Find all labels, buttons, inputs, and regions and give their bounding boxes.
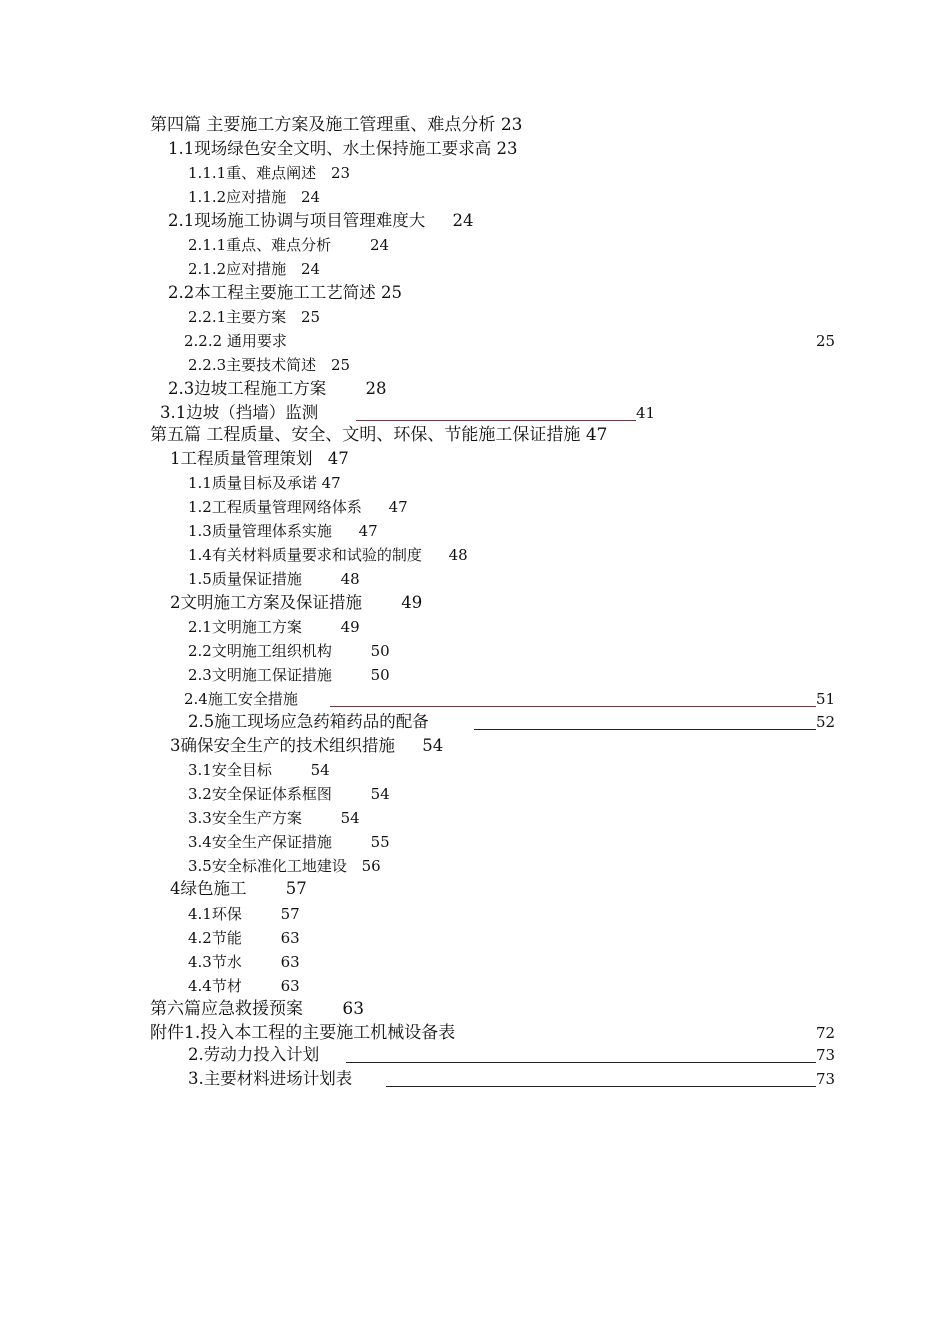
toc-entry bbox=[188, 306, 320, 328]
toc-page: 54 bbox=[310, 761, 330, 779]
toc-title: 2.2本工程主要施工工艺简述 bbox=[168, 283, 376, 302]
toc-page: 50 bbox=[370, 642, 390, 660]
toc-page: 47 bbox=[585, 425, 608, 445]
toc-page: 41 bbox=[636, 404, 656, 422]
toc-entry bbox=[150, 424, 607, 446]
toc-title: 第五篇 工程质量、安全、文明、环保、节能施工保证措施 bbox=[150, 425, 581, 445]
toc-page: 57 bbox=[280, 905, 300, 923]
toc-title: 3.主要材料进场计划表 bbox=[188, 1069, 353, 1088]
toc-page: 48 bbox=[448, 546, 468, 564]
toc-page: 25 bbox=[300, 308, 321, 326]
toc-title: 2.1文明施工方案 bbox=[188, 618, 302, 636]
toc-title: 3.2安全保证体系框图 bbox=[188, 785, 332, 803]
toc-title: 2.3文明施工保证措施 bbox=[188, 666, 332, 684]
toc-page: 52 bbox=[816, 713, 836, 731]
toc-page: 73 bbox=[816, 1046, 836, 1064]
toc-entry bbox=[168, 138, 518, 160]
toc-entry bbox=[150, 1022, 455, 1044]
toc-page: 23 bbox=[496, 139, 518, 158]
toc-entry bbox=[160, 402, 318, 424]
toc-title: 4.4节材 bbox=[188, 977, 242, 995]
toc-title: 4.1环保 bbox=[188, 905, 242, 923]
toc-entry bbox=[170, 448, 349, 470]
toc-title: 2.4施工安全措施 bbox=[184, 690, 298, 708]
toc-title: 1.2工程质量管理网络体系 bbox=[188, 498, 362, 516]
toc-page: 23 bbox=[330, 164, 351, 182]
toc-page: 25 bbox=[381, 283, 402, 302]
toc-entry bbox=[188, 783, 390, 805]
toc-entry bbox=[188, 1044, 319, 1066]
toc-title: 2.1.1重点、难点分析 bbox=[188, 236, 332, 254]
toc-page: 47 bbox=[327, 449, 349, 468]
toc-page: 57 bbox=[285, 879, 307, 898]
toc-title: 第六篇应急救援预案 bbox=[150, 999, 303, 1019]
toc-entry bbox=[188, 807, 360, 829]
toc-page: 51 bbox=[816, 690, 836, 708]
toc-title: 4绿色施工 bbox=[170, 879, 247, 898]
toc-page: 49 bbox=[340, 618, 360, 636]
toc-title: 1.3质量管理体系实施 bbox=[188, 522, 332, 540]
toc-entry bbox=[188, 496, 408, 518]
toc-page: 73 bbox=[816, 1070, 836, 1088]
toc-page: 54 bbox=[370, 785, 390, 803]
toc-page: 63 bbox=[280, 977, 300, 995]
toc-page: 63 bbox=[280, 929, 300, 947]
toc-entry bbox=[188, 711, 429, 733]
toc-title: 2.1现场施工协调与项目管理难度大 bbox=[168, 211, 426, 230]
toc-entry bbox=[188, 831, 390, 853]
toc-entry bbox=[188, 903, 300, 925]
toc-title: 4.3节水 bbox=[188, 953, 242, 971]
toc-entry bbox=[188, 520, 378, 542]
toc-page: 24 bbox=[300, 188, 321, 206]
toc-entry bbox=[188, 759, 330, 781]
toc-page: 24 bbox=[369, 236, 390, 254]
toc-title: 2.5施工现场应急药箱药品的配备 bbox=[188, 712, 429, 731]
toc-page: 24 bbox=[300, 260, 321, 278]
toc-title: 2.3边坡工程施工方案 bbox=[168, 379, 327, 398]
toc-entry bbox=[168, 282, 402, 304]
toc-entry bbox=[188, 162, 350, 184]
toc-page: 72 bbox=[816, 1024, 836, 1042]
toc-entry bbox=[188, 234, 389, 256]
toc-page: 23 bbox=[500, 115, 523, 135]
toc-title: 2.2文明施工组织机构 bbox=[188, 642, 332, 660]
toc-entry bbox=[168, 210, 474, 232]
toc-entry bbox=[150, 114, 522, 136]
toc-entry bbox=[150, 998, 364, 1020]
toc-entry bbox=[188, 975, 300, 997]
toc-page: 55 bbox=[370, 833, 390, 851]
toc-page: 63 bbox=[280, 953, 300, 971]
toc-page: 47 bbox=[358, 522, 378, 540]
toc-page: 25 bbox=[330, 356, 351, 374]
toc-page: 49 bbox=[401, 593, 423, 612]
toc-page: 47 bbox=[321, 474, 341, 492]
toc-leader-line bbox=[330, 706, 816, 707]
toc-page: 47 bbox=[388, 498, 408, 516]
toc-entry bbox=[168, 378, 387, 400]
toc-title: 附件1.投入本工程的主要施工机械设备表 bbox=[150, 1023, 456, 1043]
toc-title: 1工程质量管理策划 bbox=[170, 449, 313, 468]
toc-page: 28 bbox=[365, 379, 387, 398]
toc-leader-line bbox=[356, 420, 636, 421]
toc-title: 1.4有关材料质量要求和试验的制度 bbox=[188, 546, 422, 564]
toc-title: 2.2.2 通用要求 bbox=[184, 332, 287, 350]
toc-page: 48 bbox=[340, 570, 360, 588]
toc-entry bbox=[184, 330, 287, 352]
toc-page: 50 bbox=[370, 666, 390, 684]
toc-entry bbox=[188, 354, 350, 376]
toc-page: 54 bbox=[340, 809, 360, 827]
toc-entry bbox=[188, 1068, 352, 1090]
toc-entry bbox=[188, 664, 390, 686]
toc-title: 1.1质量目标及承诺 bbox=[188, 474, 317, 492]
toc-entry bbox=[188, 951, 300, 973]
toc-title: 3.1边坡（挡墙）监测 bbox=[160, 403, 319, 422]
toc-title: 3.3安全生产方案 bbox=[188, 809, 302, 827]
toc-entry bbox=[184, 688, 298, 710]
toc-title: 第四篇 主要施工方案及施工管理重、难点分析 bbox=[150, 115, 496, 135]
toc-title: 4.2节能 bbox=[188, 929, 242, 947]
toc-title: 1.5质量保证措施 bbox=[188, 570, 302, 588]
toc-page: 56 bbox=[361, 857, 381, 875]
toc-entry bbox=[188, 186, 320, 208]
toc-title: 3.4安全生产保证措施 bbox=[188, 833, 332, 851]
toc-entry bbox=[188, 568, 360, 590]
toc-page: 54 bbox=[422, 736, 444, 755]
toc-title: 2.2.3主要技术简述 bbox=[188, 356, 317, 374]
toc-entry bbox=[188, 616, 360, 638]
toc-leader-line bbox=[346, 1062, 816, 1063]
toc-entry bbox=[188, 544, 468, 566]
toc-entry bbox=[188, 640, 390, 662]
toc-title: 2文明施工方案及保证措施 bbox=[170, 593, 362, 612]
toc-title: 3.1安全目标 bbox=[188, 761, 272, 779]
toc-entry bbox=[170, 735, 443, 757]
toc-entry bbox=[170, 878, 307, 900]
toc-title: 3.5安全标准化工地建设 bbox=[188, 857, 347, 875]
toc-title: 2.1.2应对措施 bbox=[188, 260, 287, 278]
toc-entry bbox=[188, 927, 300, 949]
toc-title: 1.1.1重、难点阐述 bbox=[188, 164, 317, 182]
toc-title: 1.1现场绿色安全文明、水土保持施工要求高 bbox=[168, 139, 492, 158]
toc-title: 1.1.2应对措施 bbox=[188, 188, 287, 206]
toc-page: 63 bbox=[342, 999, 365, 1019]
toc-page: 25 bbox=[816, 332, 836, 350]
toc-leader-line bbox=[386, 1086, 816, 1087]
toc-title: 2.2.1主要方案 bbox=[188, 308, 287, 326]
toc-title: 2.劳动力投入计划 bbox=[188, 1045, 320, 1064]
toc-title: 3确保安全生产的技术组织措施 bbox=[170, 736, 395, 755]
toc-leader-line bbox=[474, 729, 816, 730]
toc-entry bbox=[188, 258, 320, 280]
toc-page: 24 bbox=[452, 211, 474, 230]
toc-entry bbox=[170, 592, 422, 614]
toc-entry bbox=[188, 472, 341, 494]
toc-entry bbox=[188, 855, 381, 877]
